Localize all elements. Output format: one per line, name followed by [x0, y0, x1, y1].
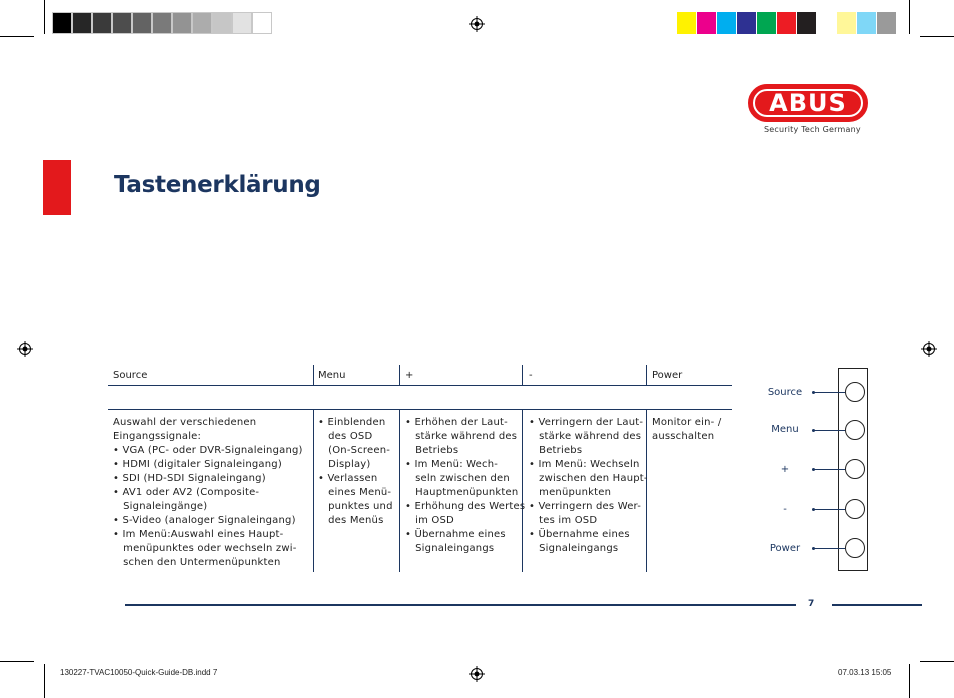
- cell-line: eines Menü-: [318, 487, 392, 498]
- page-number: 7: [808, 599, 815, 609]
- column-divider: [399, 409, 400, 572]
- registration-mark-icon: [469, 16, 485, 32]
- color-swatch: [232, 12, 252, 34]
- leader-line: [814, 509, 845, 510]
- label-plus: +: [780, 464, 790, 475]
- plus-button[interactable]: [845, 459, 865, 479]
- color-swatch: [817, 12, 837, 34]
- column-divider: [399, 365, 400, 385]
- color-swatch: [212, 12, 232, 34]
- logo-tagline: Security Tech Germany: [764, 125, 861, 134]
- cell-line: • Erhöhen der Laut-: [405, 417, 508, 428]
- slug-filename: 130227-TVAC10050-Quick-Guide-DB.indd 7: [60, 668, 218, 677]
- label-minus: -: [783, 504, 787, 515]
- cell-line: Auswahl der verschiedenen: [113, 417, 257, 428]
- grayscale-color-bar: [52, 12, 272, 34]
- cell-line: punktes und: [318, 501, 393, 512]
- crop-mark: [909, 664, 910, 698]
- registration-mark-icon: [469, 666, 485, 682]
- label-source: Source: [767, 387, 803, 398]
- color-swatch: [192, 12, 212, 34]
- cell-line: • Im Menü: Wech-: [405, 459, 499, 470]
- column-divider: [522, 365, 523, 385]
- cell-line: tes im OSD: [529, 515, 598, 526]
- cell-line: des Menüs: [318, 515, 384, 526]
- cell-line: Signaleingangs: [405, 543, 495, 554]
- footer-rule: [125, 604, 796, 606]
- power-button[interactable]: [845, 538, 865, 558]
- cell-line: • Verlassen: [318, 473, 378, 484]
- menu-button[interactable]: [845, 420, 865, 440]
- cell-line: schen den Untermenüpunkten: [113, 557, 281, 568]
- crop-mark: [44, 664, 45, 698]
- cell-source: [113, 416, 303, 570]
- cell-line: Betriebs: [529, 445, 583, 456]
- column-divider: [313, 365, 314, 385]
- footer-rule: [832, 604, 922, 606]
- cell-power: [652, 416, 721, 444]
- cell-line: • Erhöhung des Wertes: [405, 501, 526, 512]
- cell-line: Signaleingangs: [529, 543, 619, 554]
- cell-line: (On-Screen-: [318, 445, 391, 456]
- color-swatch: [797, 12, 817, 34]
- color-swatch: [92, 12, 112, 34]
- color-swatch: [737, 12, 757, 34]
- slug-timestamp: 07.03.13 15:05: [838, 668, 892, 677]
- cell-line: • Verringern der Laut-: [529, 417, 644, 428]
- cell-line: Signaleingänge): [113, 501, 208, 512]
- cell-line: • Verringern des Wer-: [529, 501, 642, 512]
- cell-line: ausschalten: [652, 431, 715, 442]
- crop-mark: [44, 0, 45, 34]
- crop-mark: [0, 36, 34, 37]
- header-menu: Menu: [318, 370, 346, 381]
- abus-logo: [748, 84, 868, 122]
- color-swatch: [677, 12, 697, 34]
- cell-line: Betriebs: [405, 445, 459, 456]
- minus-button[interactable]: [845, 499, 865, 519]
- crop-mark: [920, 661, 954, 662]
- cell-line: stärke während des: [405, 431, 518, 442]
- cell-line: • Einblenden: [318, 417, 386, 428]
- header-plus: +: [405, 370, 414, 381]
- cell-line: im OSD: [405, 515, 454, 526]
- leader-line: [814, 548, 845, 549]
- color-swatch: [757, 12, 777, 34]
- cell-line: • SDI (HD-SDI Signaleingang): [113, 473, 266, 484]
- table-header-rule: [108, 385, 732, 386]
- cell-plus: [405, 416, 525, 556]
- column-divider: [313, 409, 314, 572]
- color-swatch: [72, 12, 92, 34]
- color-swatch: [837, 12, 857, 34]
- crop-mark: [909, 0, 910, 34]
- cell-line: • VGA (PC- oder DVR-Signaleingang): [113, 445, 303, 456]
- process-color-bar: [677, 12, 897, 34]
- label-power: Power: [769, 543, 801, 554]
- color-swatch: [717, 12, 737, 34]
- cell-line: • AV1 oder AV2 (Composite-: [113, 487, 260, 498]
- cell-menu: [318, 416, 393, 528]
- registration-mark-icon: [17, 341, 33, 357]
- header-power: Power: [652, 370, 683, 381]
- color-swatch: [52, 12, 72, 34]
- cell-line: • Im Menü: Wechseln: [529, 459, 640, 470]
- cell-line: Display): [318, 459, 371, 470]
- crop-mark: [0, 661, 34, 662]
- cell-line: seln zwischen den: [405, 473, 510, 484]
- cell-line: Eingangssignale:: [113, 431, 202, 442]
- cell-line: Hauptmenüpunkten: [405, 487, 519, 498]
- color-swatch: [857, 12, 877, 34]
- logo-text: ABUS: [769, 89, 847, 117]
- color-swatch: [152, 12, 172, 34]
- cell-line: • HDMI (digitaler Signaleingang): [113, 459, 282, 470]
- leader-line: [814, 469, 845, 470]
- cell-line: • Im Menü:Auswahl eines Haupt-: [113, 529, 284, 540]
- leader-line: [814, 430, 845, 431]
- cell-line: Monitor ein- /: [652, 417, 722, 428]
- source-button[interactable]: [845, 382, 865, 402]
- color-swatch: [252, 12, 272, 34]
- cell-line: • S-Video (analoger Signaleingang): [113, 515, 296, 526]
- color-swatch: [697, 12, 717, 34]
- color-swatch: [877, 12, 897, 34]
- page-title: Tastenerklärung: [114, 172, 321, 198]
- color-swatch: [172, 12, 192, 34]
- cell-line: • Übernahme eines: [405, 529, 506, 540]
- cell-line: zwischen den Haupt-: [529, 473, 648, 484]
- crop-mark: [920, 36, 954, 37]
- label-menu: Menu: [771, 424, 799, 435]
- color-swatch: [777, 12, 797, 34]
- header-source: Source: [113, 370, 148, 381]
- cell-minus: [529, 416, 648, 556]
- color-swatch: [132, 12, 152, 34]
- leader-line: [814, 392, 845, 393]
- cell-line: menüpunkten: [529, 487, 612, 498]
- registration-mark-icon: [921, 341, 937, 357]
- cell-line: • Übernahme eines: [529, 529, 630, 540]
- header-minus: -: [529, 370, 533, 381]
- cell-line: des OSD: [318, 431, 373, 442]
- column-divider: [646, 365, 647, 385]
- table-body-rule: [108, 409, 732, 410]
- color-swatch: [112, 12, 132, 34]
- cell-line: menüpunktes oder wechseln zwi-: [113, 543, 297, 554]
- cell-line: stärke während des: [529, 431, 642, 442]
- section-marker: [43, 160, 71, 215]
